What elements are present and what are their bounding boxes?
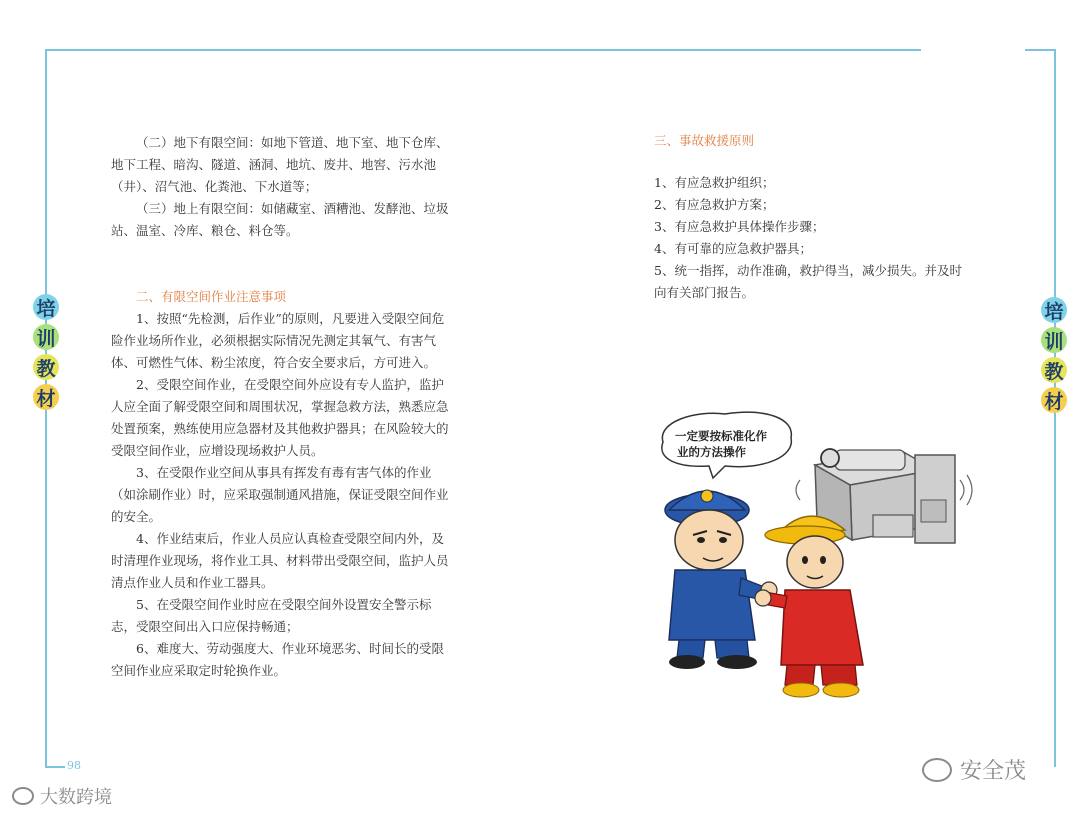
frame-top-left [46, 49, 921, 51]
page-number: 98 [67, 759, 81, 772]
watermark-right-text: 安全茂 [960, 759, 1027, 784]
precaution-item: 5、在受限空间作业时应在受限空间外设置安全警示标志，受限空间出入口应保持畅通； [111, 597, 432, 634]
watermark-left-text: 大数跨境 [40, 787, 112, 808]
rescue-item: 5、统一指挥，动作准确，救护得当，减少损失。并及时向有关部门报告。 [654, 263, 962, 300]
wechat-icon [922, 758, 952, 782]
rescue-item: 4、有可靠的应急救护器具； [654, 241, 812, 256]
side-tab-char: 培 [33, 294, 59, 320]
side-tab-char: 训 [1041, 327, 1067, 353]
side-tab-char: 教 [1041, 357, 1067, 383]
blue-worker [665, 490, 777, 669]
side-tab-char: 教 [33, 354, 59, 380]
paragraph-aboveground: （三）地上有限空间：如储藏室、酒糟池、发酵池、垃圾站、温室、冷库、粮仓、料仓等。 [111, 201, 449, 238]
paragraph-underground: （二）地下有限空间：如地下管道、地下室、地下仓库、地下工程、暗沟、隧道、涵洞、地坑、废井、地窖、污水池（井）、沼气池、化粪池、下水道等； [111, 135, 449, 194]
frame-bottom-left [45, 766, 65, 768]
left-column-top [111, 132, 456, 242]
left-column-main [111, 286, 456, 682]
precaution-item: 1、按照“先检测，后作业”的原则，凡要进入受限空间危险作业场所作业，必须根据实际情况先测定其氧气、有害气体、可燃性气体、粉尘浓度，符合安全要求后，方可进入。 [111, 311, 445, 370]
rescue-item: 3、有应急救护具体操作步骤； [654, 219, 825, 234]
speech-bubble-line: 业的方法操作 [677, 445, 746, 459]
watermark-right [922, 754, 1026, 785]
section-heading-precautions: 二、有限空间作业注意事项 [136, 289, 287, 304]
side-tab-char: 材 [1041, 387, 1067, 413]
watermark-left [12, 783, 112, 809]
speech-bubble [662, 412, 791, 478]
cartoon-illustration [655, 410, 985, 705]
red-worker [755, 516, 863, 697]
frame-top-right [1025, 49, 1056, 51]
rescue-list [654, 172, 974, 304]
rescue-item: 1、有应急救护组织； [654, 175, 775, 190]
side-tab-char: 训 [33, 324, 59, 350]
rescue-item: 2、有应急救护方案； [654, 197, 775, 212]
side-tab-left [33, 294, 59, 414]
precaution-item: 2、受限空间作业，在受限空间外应设有专人监护，监护人应全面了解受限空间和周围状况，掌握急救方法，熟悉应急处置预案，熟练使用应急器材及其他救护器具；在风险较大的受限空间作业，应增设现场救护人员。 [111, 377, 449, 458]
precaution-item: 3、在受限作业空间从事具有挥发有毒有害气体的作业（如涂刷作业）时，应采取强制通风措施，保证受限空间作业的安全。 [111, 465, 449, 524]
side-tab-right [1041, 297, 1067, 417]
side-tab-char: 培 [1041, 297, 1067, 323]
precaution-item: 6、难度大、劳动强度大、作业环境恶劣、时间长的受限空间作业应采取定时轮换作业。 [111, 641, 444, 678]
precaution-item: 4、作业结束后，作业人员应认真检查受限空间内外，及时清理作业现场，将作业工具、材料带出受限空间，监护人员清点作业人员和作业工器具。 [111, 531, 449, 590]
side-tab-char: 材 [33, 384, 59, 410]
speech-bubble-line: 一定要按标准化作 [675, 429, 767, 443]
rescue-heading: 三、事故救援原则 [654, 133, 755, 148]
chat-bubble-icon [12, 787, 34, 805]
